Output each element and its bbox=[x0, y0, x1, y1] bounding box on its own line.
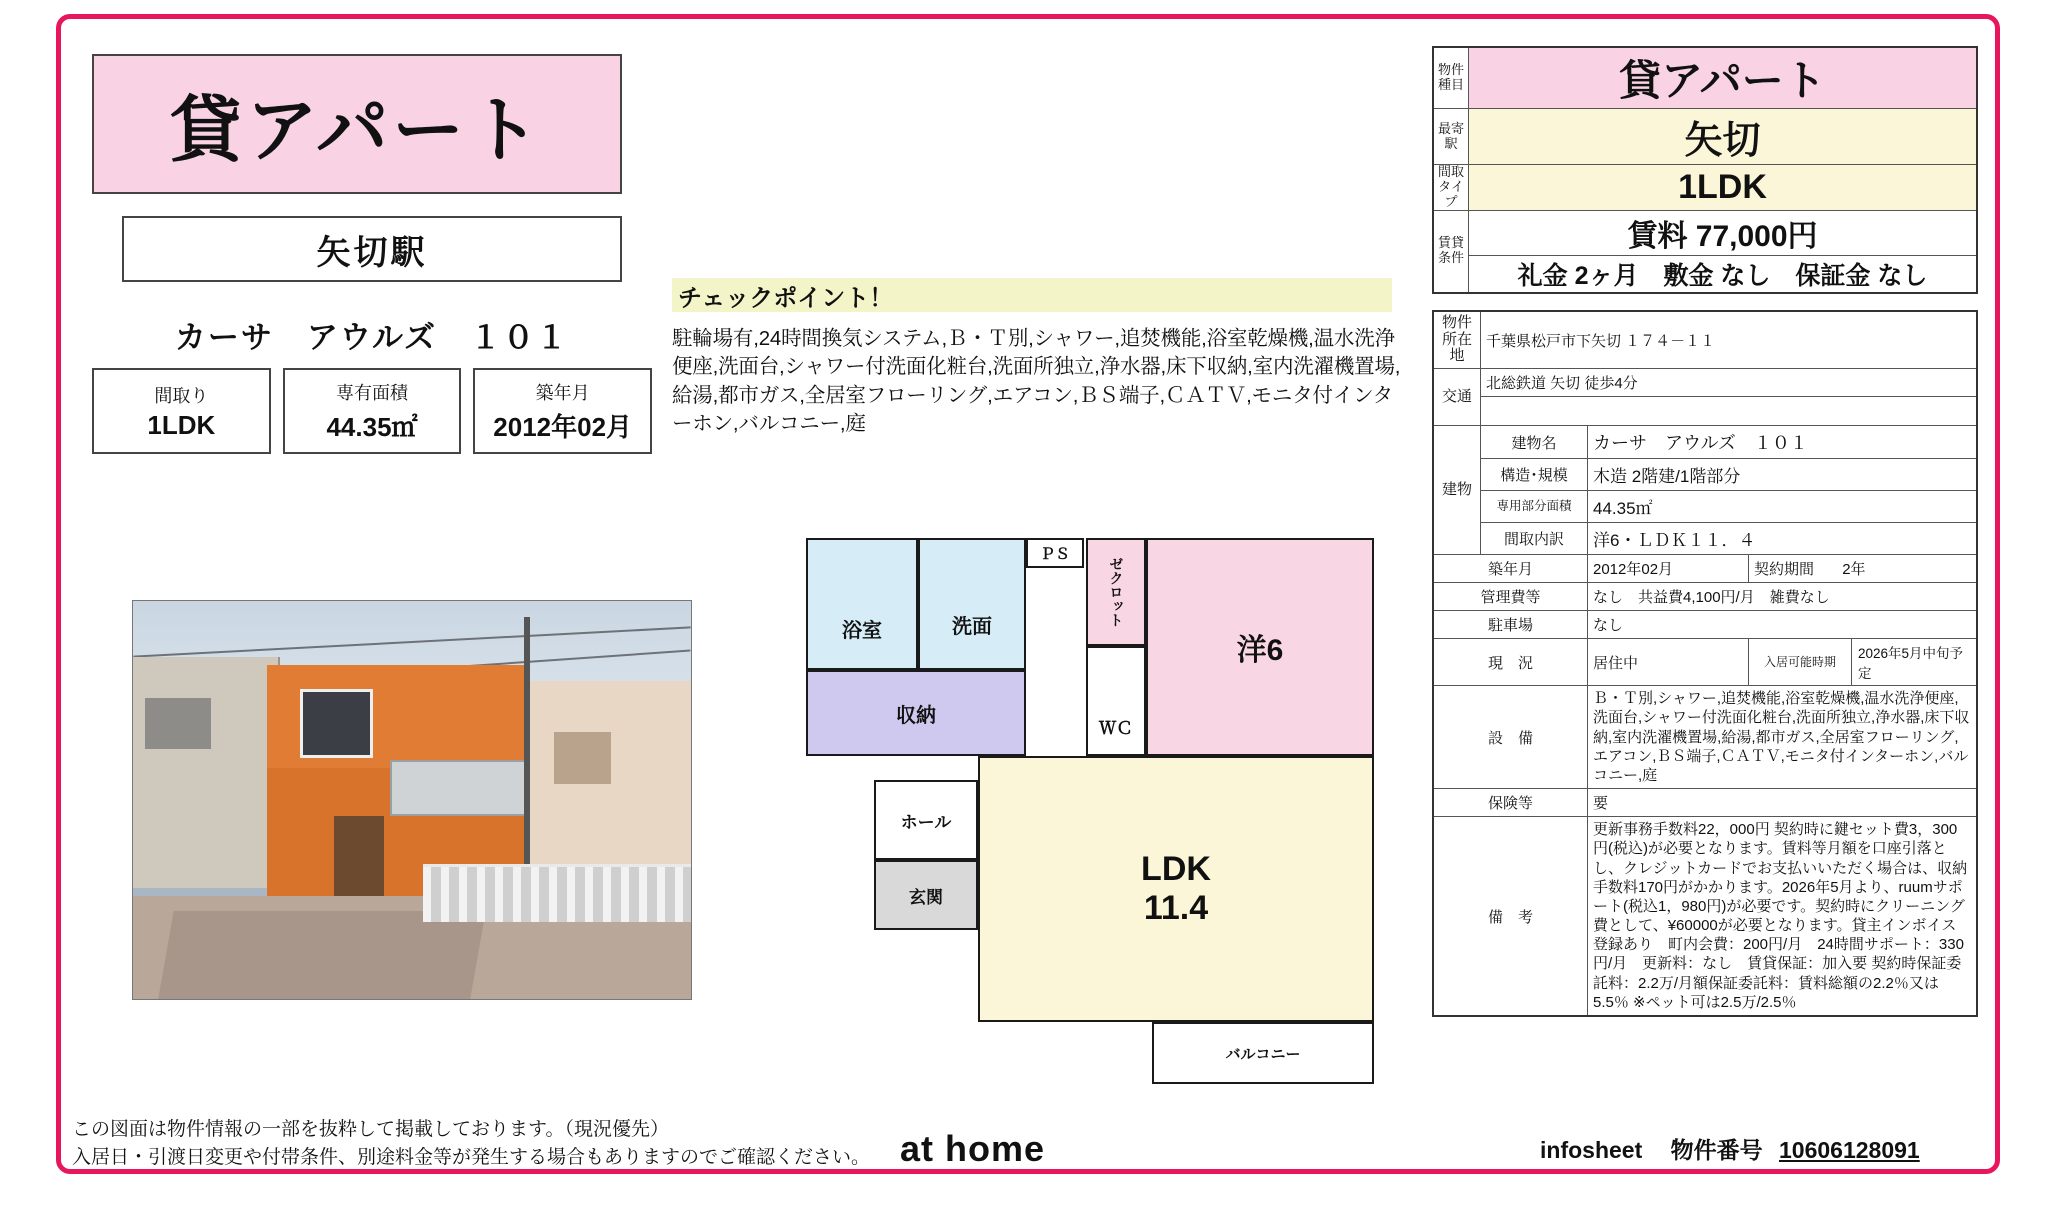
detail-parking-label: 駐車場 bbox=[1433, 611, 1588, 639]
summary-rent-label: 賃貸条件 bbox=[1433, 210, 1469, 293]
property-no-value: 10606128091 bbox=[1779, 1137, 1920, 1163]
detail-status-label: 現 況 bbox=[1433, 639, 1588, 686]
photo-entrance-door bbox=[334, 816, 384, 896]
infosheet-label: infosheet bbox=[1540, 1137, 1643, 1163]
fp-hall: ホール bbox=[874, 780, 978, 860]
spec-area-label: 専有面積 bbox=[336, 382, 408, 403]
summary-madori-label: 間取タイプ bbox=[1433, 165, 1469, 211]
spec-year-label: 築年月 bbox=[535, 382, 590, 403]
detail-structure-label: 構造･規模 bbox=[1481, 459, 1588, 491]
spec-madori-label: 間取り bbox=[154, 385, 209, 406]
footer-note-line1: この図面は物件情報の一部を抜粋して掲載しております。（現況優先） bbox=[72, 1119, 669, 1140]
summary-rent-value: 賃料 77,000円 bbox=[1469, 210, 1978, 255]
spec-madori-value: 1LDK bbox=[147, 409, 216, 440]
spec-area-value: 44.35㎡ bbox=[326, 411, 418, 442]
detail-movein-label: 入居可能時期 bbox=[1749, 639, 1852, 685]
property-type-title bbox=[92, 54, 622, 194]
fp-genkan: 玄関 bbox=[874, 860, 978, 930]
detail-equipment-label: 設 備 bbox=[1433, 686, 1588, 789]
detail-structure-value: 木造 2階建/1階部分 bbox=[1588, 459, 1978, 491]
checkpoint-header bbox=[672, 278, 1392, 312]
summary-type-value: 貸アパート bbox=[1469, 47, 1978, 109]
detail-bldg-name-label: 建物名 bbox=[1481, 426, 1588, 459]
detail-remarks-label: 備 考 bbox=[1433, 817, 1588, 1016]
property-type-text: 貸アパート bbox=[169, 91, 545, 171]
detail-row-parking bbox=[1433, 611, 1977, 639]
detail-year-label: 築年月 bbox=[1433, 555, 1588, 583]
footer-note-line2: 入居日・引渡日変更や付帯条件、別途料金等が発生する場合もありますのでご確認ください。 bbox=[72, 1146, 871, 1168]
detail-insurance-value: 要 bbox=[1588, 789, 1978, 817]
detail-address-value: 千葉県松戸市下矢切 １７４－１１ bbox=[1481, 311, 1978, 369]
detail-building-label: 建物 bbox=[1433, 426, 1481, 555]
summary-row-station bbox=[1433, 109, 1977, 165]
detail-area-label: 専用部分面積 bbox=[1481, 491, 1588, 523]
summary-type-label: 物件種目 bbox=[1433, 47, 1469, 109]
footer-infosheet bbox=[1540, 1132, 1920, 1165]
detail-bldg-name-value: カーサ アウルズ １０１ bbox=[1588, 426, 1978, 459]
detail-layout-label: 間取内訳 bbox=[1481, 523, 1588, 555]
right-panel bbox=[1432, 46, 1978, 1017]
summary-row-madori bbox=[1433, 165, 1977, 211]
detail-access-label: 交通 bbox=[1433, 369, 1481, 426]
spec-madori bbox=[92, 368, 271, 454]
detail-year-value: 2012年02月 bbox=[1588, 555, 1749, 583]
spec-year bbox=[473, 368, 652, 454]
exterior-photo bbox=[132, 600, 692, 1000]
summary-row-type bbox=[1433, 47, 1977, 109]
summary-station-label: 最寄駅 bbox=[1433, 109, 1469, 165]
details-table bbox=[1432, 310, 1978, 1017]
fp-bath: 浴室 bbox=[806, 538, 918, 670]
fp-storage: 収納 bbox=[806, 670, 1026, 756]
detail-remarks-value: 更新事務手数料22，000円 契約時に鍵セット費3，300円(税込)が必要となります。賃料等月額を口座引落とし、クレジットカードでお支払いいただく場合は、収納手数料170円がかかります。2026年5月より、ruumサポート(税込1，980円)が必要です。契約時にクリーニング費として、¥60000が必要となります。貸主インボイス登録あり 町内会費：200円/月 24時間サポート：330円/月 更新料：なし 賃貸保証：加入要 契約時保証委託料：2.2万/月額保証委託料：賃料総額の2.2％又は5.5％ ※ペット可は2.5万/2.5％ bbox=[1588, 817, 1978, 1016]
detail-row-fee bbox=[1433, 583, 1977, 611]
detail-fee-label: 管理費等 bbox=[1433, 583, 1588, 611]
photo-window bbox=[300, 689, 373, 759]
detail-access-value-2 bbox=[1481, 397, 1978, 426]
detail-row-bldg-name bbox=[1433, 426, 1977, 459]
photo-walkway bbox=[159, 911, 487, 999]
detail-row-remarks bbox=[1433, 817, 1977, 1016]
detail-row-layout bbox=[1433, 523, 1977, 555]
detail-access-value: 北総鉄道 矢切 徒歩4分 bbox=[1481, 369, 1978, 397]
spec-area bbox=[283, 368, 462, 454]
detail-row-status bbox=[1433, 639, 1977, 686]
spec-summary bbox=[92, 368, 652, 454]
summary-table bbox=[1432, 46, 1978, 294]
fp-closet-small: ゼクロット bbox=[1086, 538, 1146, 646]
detail-row-equipment bbox=[1433, 686, 1977, 789]
detail-row-structure bbox=[1433, 459, 1977, 491]
checkpoint-title: チェックポイント！ bbox=[678, 284, 894, 312]
detail-contract-label: 契約期間 bbox=[1754, 561, 1815, 579]
fp-washroom: 洗面 bbox=[918, 538, 1026, 670]
detail-contract-cell bbox=[1749, 555, 1978, 583]
detail-row-year bbox=[1433, 555, 1977, 583]
summary-row-conditions bbox=[1433, 255, 1977, 293]
detail-address-label: 物件所在地 bbox=[1433, 311, 1481, 369]
summary-station-value: 矢切 bbox=[1469, 109, 1978, 165]
photo-utility-pole bbox=[524, 617, 530, 880]
summary-madori-value: 1LDK bbox=[1469, 165, 1978, 211]
checkpoint-body: 駐輪場有,24時間換気システム,Ｂ・Ｔ別,シャワー,追焚機能,浴室乾燥機,温水洗浄便座,洗面台,シャワー付洗面化粧台,洗面所独立,浄水器,床下収納,室内洗濯機置場,給湯,都市ガス,全居室フローリング,エアコン,ＢＳ端子,ＣＡＴＶ,モニタ付インターホン,バルコニー,庭 bbox=[672, 327, 1401, 435]
fp-ldk: LDK 11.4 bbox=[978, 756, 1374, 1022]
detail-parking-value: なし bbox=[1588, 611, 1978, 639]
floor-plan bbox=[800, 530, 1400, 1090]
detail-row-access bbox=[1433, 369, 1977, 397]
summary-row-rent bbox=[1433, 210, 1977, 255]
detail-movein-cell bbox=[1749, 639, 1978, 686]
detail-contract-value: 2年 bbox=[1842, 561, 1866, 579]
athome-logo: at home bbox=[900, 1128, 1046, 1169]
detail-layout-value: 洋6・ＬＤＫ１１．４ bbox=[1588, 523, 1978, 555]
floor-plan-outline bbox=[800, 530, 1400, 1090]
building-name: カーサ アウルズ １０１ bbox=[174, 320, 570, 355]
station-text: 矢切駅 bbox=[316, 233, 428, 272]
detail-area-value: 44.35㎡ bbox=[1588, 491, 1978, 523]
fp-wc: ＷＣ bbox=[1086, 646, 1146, 756]
spec-year-value: 2012年02月 bbox=[493, 411, 633, 442]
detail-row-area bbox=[1433, 491, 1977, 523]
detail-row-insurance bbox=[1433, 789, 1977, 817]
detail-row-access2 bbox=[1433, 397, 1977, 426]
property-no-label: 物件番号 bbox=[1670, 1137, 1763, 1163]
detail-status-value: 居住中 bbox=[1588, 639, 1749, 686]
detail-equipment-value: Ｂ・Ｔ別,シャワー,追焚機能,浴室乾燥機,温水洗浄便座,洗面台,シャワー付洗面化粧台,洗面所独立,浄水器,床下収納,室内洗濯機置場,給湯,都市ガス,全居室フローリング,エアコン,ＢＳ端子,ＣＡＴＶ,モニタ付インターホン,バルコニー,庭 bbox=[1588, 686, 1978, 789]
photo-balcony bbox=[390, 760, 528, 816]
summary-conditions-value: 礼金 2ヶ月 敷金 なし 保証金 なし bbox=[1469, 255, 1978, 293]
fp-ps: ＰＳ bbox=[1026, 538, 1084, 568]
fp-room-yo6: 洋6 bbox=[1146, 538, 1374, 756]
detail-fee-value: なし 共益費4,100円/月 雑費なし bbox=[1588, 583, 1978, 611]
detail-movein-value: 2026年5月中旬予定 bbox=[1858, 646, 1964, 682]
detail-insurance-label: 保険等 bbox=[1433, 789, 1588, 817]
station-box bbox=[122, 216, 622, 282]
footer-note bbox=[72, 1116, 932, 1171]
photo-neighbour-left bbox=[133, 657, 280, 888]
detail-row-address bbox=[1433, 311, 1977, 369]
fp-balcony: バルコニー bbox=[1152, 1022, 1374, 1084]
photo-fence bbox=[423, 864, 691, 923]
